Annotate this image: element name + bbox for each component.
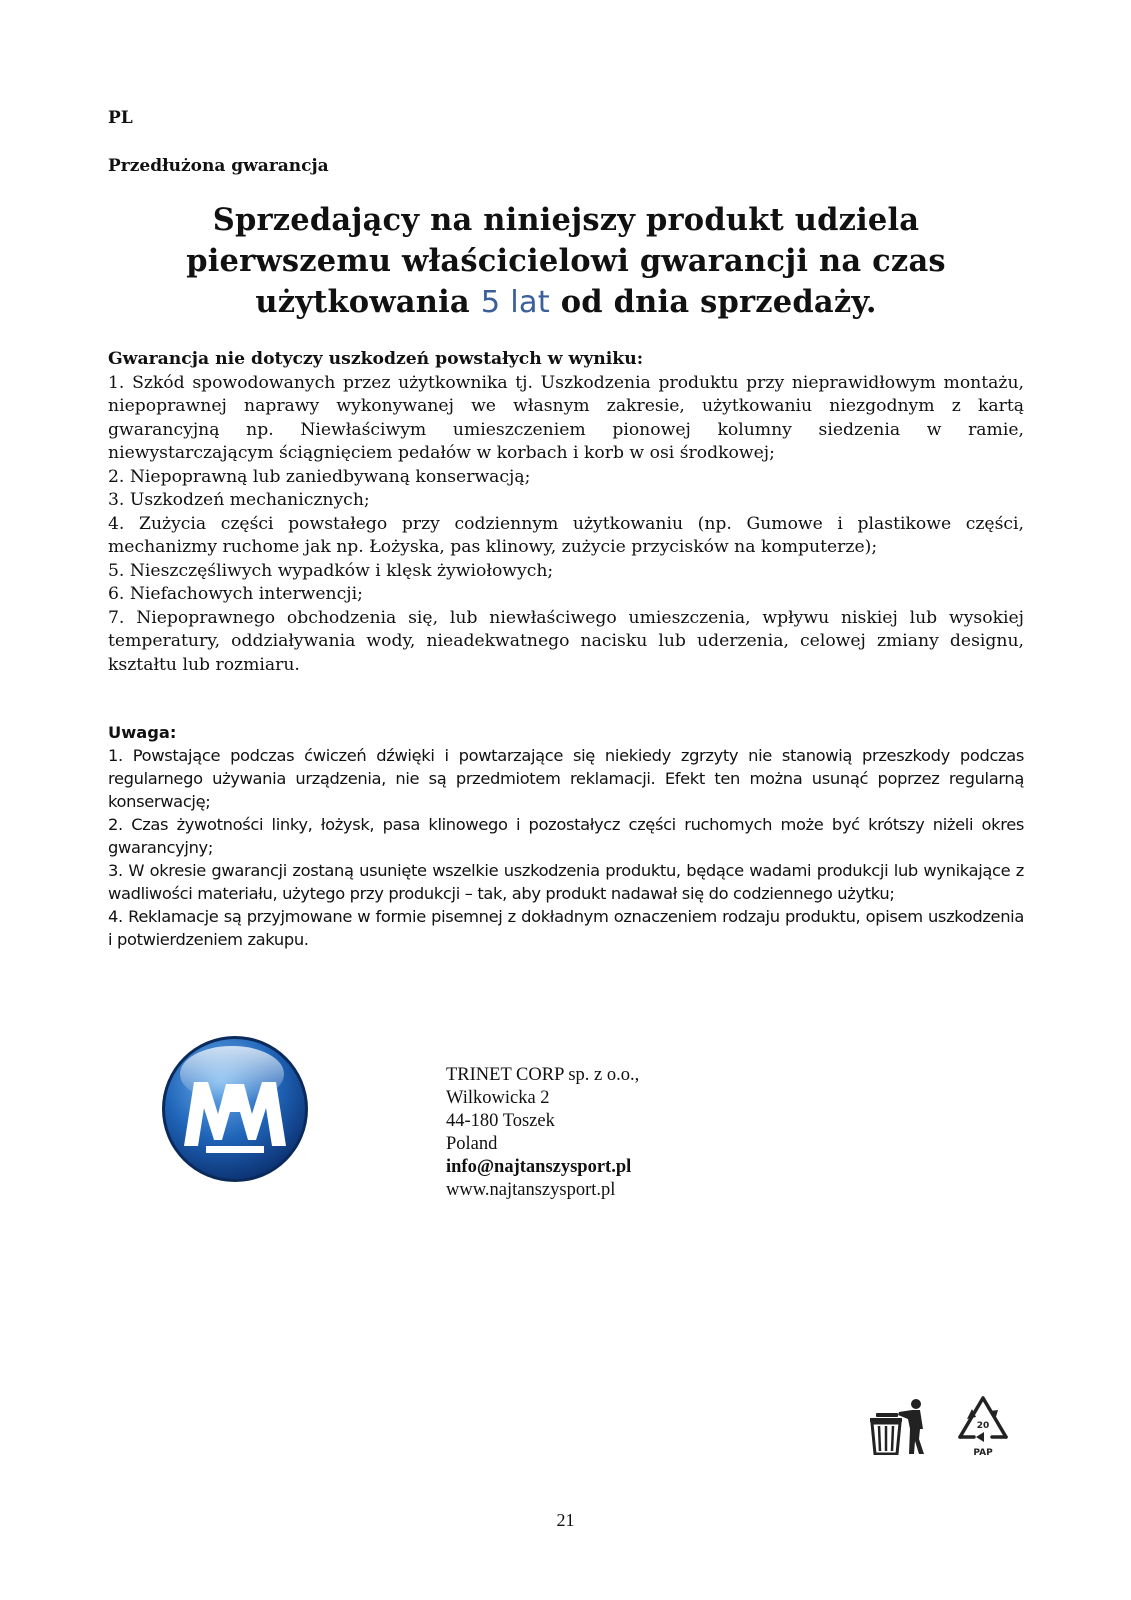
exclusion-item: 3. Uszkodzeń mechanicznych;	[108, 490, 370, 510]
recycling-code: 20	[976, 1421, 990, 1431]
headline-text-start: Sprzedający na niniejszy produkt udziela pierwszemu właścicielowi gwarancji na czas użytkowania	[186, 202, 946, 320]
mm-logo-icon	[160, 1034, 310, 1184]
exclusion-item: 1. Szkód spowodowanych przez użytkownika tj. Uszkodzenia produktu przy nieprawidłowym montażu, niepoprawnej naprawy wykonywanej we własnym zakresie, użytkowaniu niezgodnym z kartą gwarancyjną np. Niewłaściwym umieszczeniem pionowej kolumny siedzenia w ramie, niewystarczającym ściągnięciem pedałów w korbach i korb w osi środkowej;	[108, 372, 1024, 463]
headline-text-end: od dnia sprzedaży.	[549, 284, 877, 320]
recycle-pap-icon	[954, 1395, 1012, 1461]
exclusions-section	[108, 348, 1024, 677]
note-item: 4. Reklamacje są przyjmowane w formie pisemnej z dokładnym oznaczeniem rodzaju produktu, opisem uszkodzenia i potwierdzeniem zakupu.	[108, 907, 1024, 949]
company-city: 44-180 Toszek	[446, 1111, 555, 1131]
company-name: TRINET CORP sp. z o.o.,	[446, 1065, 640, 1085]
company-street: Wilkowicka 2	[446, 1088, 550, 1108]
company-address	[446, 1064, 639, 1202]
company-country: Poland	[446, 1134, 498, 1154]
exclusion-item: 5. Nieszczęśliwych wypadków i klęsk żywiołowych;	[108, 560, 554, 581]
recycling-label: PAP	[973, 1448, 993, 1458]
warranty-headline	[108, 200, 1024, 323]
note-item: 2. Czas żywotności linky, łożysk, pasa klinowego i pozostałycz części ruchomych może być krótszy niżeli okres gwarancyjny;	[108, 815, 1024, 857]
exclusion-item: 2. Niepoprawną lub zaniedbywaną konserwacją;	[108, 466, 531, 487]
exclusions-heading: Gwarancja nie dotyczy uszkodzeń powstałych w wyniku:	[108, 349, 644, 369]
language-code: PL	[108, 108, 133, 128]
company-email[interactable]: info@najtanszysport.pl	[446, 1157, 632, 1177]
page-number: 21	[556, 1510, 575, 1530]
trash-bin-icon	[868, 1399, 930, 1455]
company-website[interactable]: www.najtanszysport.pl	[446, 1180, 616, 1200]
section-subtitle: Przedłużona gwarancja	[108, 156, 329, 176]
warranty-duration: 5 lat	[480, 285, 550, 320]
note-item: 3. W okresie gwarancji zostaną usunięte wszelkie uszkodzenia produktu, będące wadami produkcji lub wynikające z wadliwości materiału, użytego przy produkcji – tak, aby produkt nadawał się do codziennego użytku;	[108, 861, 1024, 903]
exclusion-item: 7. Niepoprawnego obchodzenia się, lub niewłaściwego umieszczenia, wpływu niskiej lub wysokiej temperatury, oddziaływania wody, nieadekwatnego nacisku lub uderzenia, celowej zmiany designu, kształtu lub rozmiaru.	[108, 607, 1024, 675]
exclusion-item: 4. Zużycia części powstałego przy codziennym użytkowaniu (np. Gumowe i plastikowe części, mechanizmy ruchome jak np. Łożyska, pas klinowy, zużycie przycisków na komputerze);	[108, 513, 1024, 557]
note-item: 1. Powstające podczas ćwiczeń dźwięki i powtarzające się niekiedy zgrzyty nie stanowią przeszkody podczas regularnego używania urządzenia, nie są przedmiotem reklamacji. Efekt ten można usunąć poprzez regularną konserwację;	[108, 746, 1024, 811]
notes-section	[108, 721, 1024, 951]
exclusion-item: 6. Niefachowych interwencji;	[108, 584, 363, 604]
notes-heading: Uwaga:	[108, 723, 177, 742]
